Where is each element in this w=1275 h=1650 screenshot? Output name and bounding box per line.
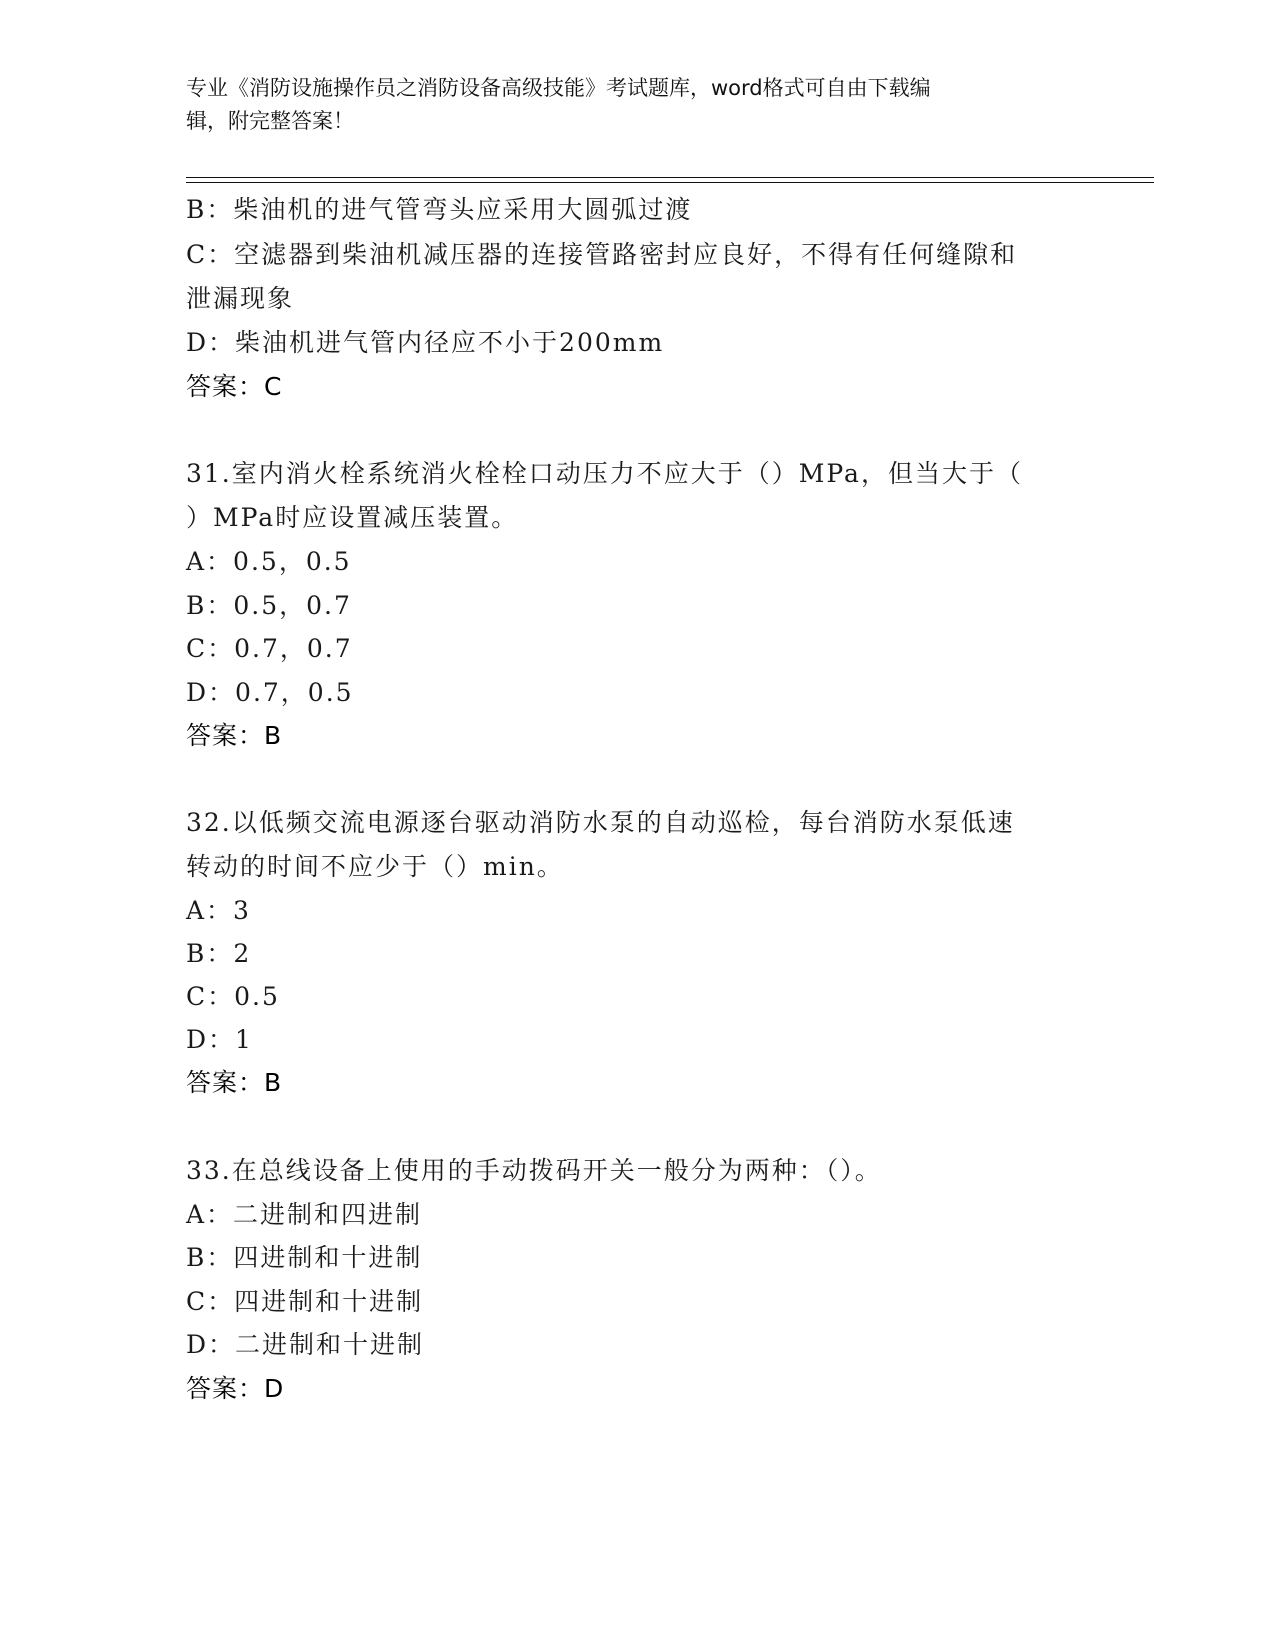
answer-line: 答案：B (186, 721, 283, 750)
option-line: D：二进制和十进制 (186, 1330, 425, 1359)
option-line: D：柴油机进气管内径应不小于200mm (186, 328, 665, 357)
option-line: B：0.5，0.7 (186, 591, 352, 620)
option-line: D：1 (186, 1025, 253, 1054)
header-line-2: 辑，附完整答案！ (186, 109, 354, 133)
option-line: A：3 (186, 896, 251, 925)
option-line: C：空滤器到柴油机减压器的连接管路密封应良好，不得有任何缝隙和 (186, 240, 1018, 269)
option-line: B：2 (186, 939, 252, 968)
header-line-1: 专业《消防设施操作员之消防设备高级技能》考试题库，word格式可自由下载编 (186, 76, 931, 100)
option-line: C：0.7，0.7 (186, 634, 353, 663)
question-line: 32.以低频交流电源逐台驱动消防水泵的自动巡检，每台消防水泵低速 (186, 808, 1015, 837)
option-line: C：0.5 (186, 982, 280, 1011)
option-line-continued: 泄漏现象 (186, 284, 295, 313)
question-line-continued: ）MPa时应设置减压装置。 (186, 503, 519, 532)
answer-line: 答案：B (186, 1068, 283, 1097)
option-line: A：0.5，0.5 (186, 547, 352, 576)
option-line: C：四进制和十进制 (186, 1287, 424, 1316)
question-line-continued: 转动的时间不应少于（）min。 (186, 852, 564, 881)
answer-line: 答案：D (186, 1374, 285, 1403)
question-line: 33.在总线设备上使用的手动拨码开关一般分为两种：（）。 (186, 1156, 882, 1185)
header-rule-bottom (186, 182, 1154, 183)
option-line: B：四进制和十进制 (186, 1243, 423, 1272)
answer-line: 答案：C (186, 372, 283, 401)
option-line: D：0.7，0.5 (186, 678, 354, 707)
option-line: A：二进制和四进制 (186, 1200, 423, 1229)
header-rule-top (186, 177, 1154, 178)
document-header (186, 72, 1086, 138)
option-line: B：柴油机的进气管弯头应采用大圆弧过渡 (186, 195, 693, 224)
question-line: 31.室内消火栓系统消火栓栓口动压力不应大于（）MPa，但当大于（ (186, 459, 1023, 488)
